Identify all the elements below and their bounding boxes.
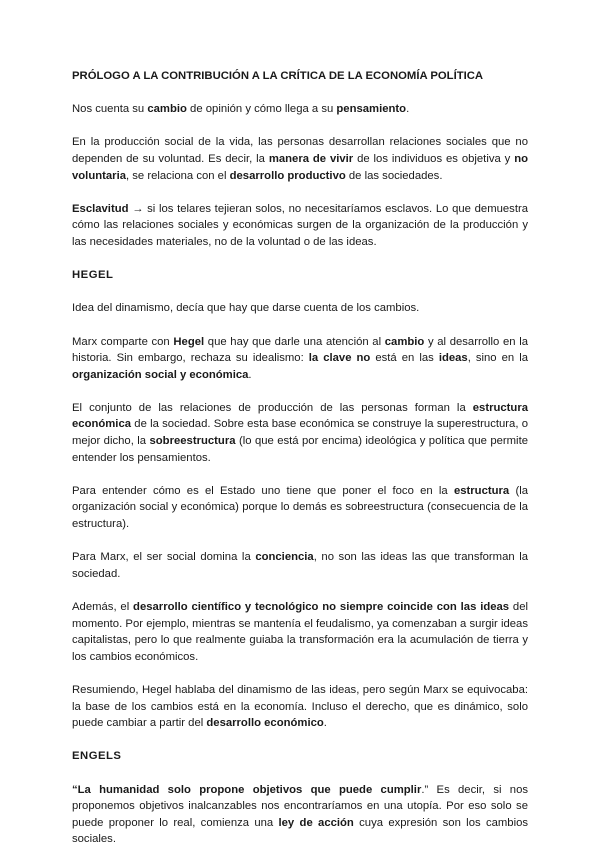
text: de los individuos es objetiva y xyxy=(353,152,515,165)
paragraph-engels xyxy=(72,782,528,848)
text: Nos cuenta su xyxy=(72,103,148,116)
text: Resumiendo, Hegel hablaba del dinamismo de las ideas, pero según Marx se equivocaba: la base de los cambios está en la economía. Incluso el derecho, que es dinámico, solo puede cambiar a partir del xyxy=(72,683,528,730)
bold-text: no voluntaria xyxy=(72,152,528,182)
bold-text: desarrollo productivo xyxy=(229,169,346,182)
paragraph-estado xyxy=(72,483,528,533)
text: . xyxy=(406,103,410,116)
text: del momento. Por ejemplo, mientras se mantenía el feudalismo, ya comenzaban a surgir ideas capitalistas, pero lo que realmente guiaba la transformación era la acumulación de tierra y los cambios económicos. xyxy=(72,601,529,663)
text: cuya expresión son los cambios sociales. xyxy=(72,816,529,846)
bold-text: Esclavitud xyxy=(72,202,129,215)
text: Además, el xyxy=(72,601,134,613)
text: (lo que está por encima) ideológica y política que permite entender los pensamientos. xyxy=(72,435,528,464)
paragraph-esclavitud xyxy=(72,201,528,251)
bold-text: “La humanidad solo propone objetivos que puede cumplir xyxy=(72,783,422,796)
bold-text: cambio xyxy=(147,103,187,116)
paragraph-desarrollo xyxy=(72,599,528,665)
paragraph-resumiendo xyxy=(72,682,528,732)
text: , se relaciona con el xyxy=(126,169,230,182)
text: que hay que darle una atención al xyxy=(204,335,385,348)
text: de opinión y cómo llega a su xyxy=(186,103,337,116)
document-title: PRÓLOGO A LA CONTRIBUCIÓN A LA CRÍTICA DE LA ECONOMÍA POLÍTICA xyxy=(72,70,484,82)
heading-engels: ENGELS xyxy=(72,750,122,763)
text: → si los telares tejieran solos, no necesitaríamos esclavos. Lo que demuestra cómo las relaciones sociales y económicas surgen de la organización de la producción y las necesidades materiales, no de la voluntad o de las ideas. xyxy=(72,202,528,248)
text: , sino en la xyxy=(467,352,529,365)
text: , no son las ideas las que transforman la sociedad. xyxy=(72,551,528,580)
bold-text: manera de vivir xyxy=(268,152,354,165)
paragraph-intro xyxy=(72,101,528,118)
bold-text: desarrollo científico y tecnológico no siempre coincide con las ideas xyxy=(133,601,510,613)
text: Para entender cómo es el Estado uno tiene que poner el foco en la xyxy=(72,484,454,497)
bold-text: ley de acción xyxy=(278,816,354,829)
bold-text: organización social y económica xyxy=(72,368,249,381)
bold-text: estructura económica xyxy=(72,401,528,431)
text: (la organización social y económica) porque lo demás es sobreestructura (consecuencia de la estructura). xyxy=(72,484,528,531)
text: está en las xyxy=(370,352,439,365)
paragraph-produccion xyxy=(72,134,528,184)
text: Marx comparte con xyxy=(72,335,174,348)
bold-text: Hegel xyxy=(173,335,205,348)
bold-text: desarrollo económico xyxy=(206,717,324,730)
text: de la sociedad. Sobre esta base económica se construye la superestructura, o mejor dicho, la xyxy=(72,418,528,448)
text: .” Es decir, si nos proponemos objetivos inalcanzables nos encontraríamos en una utopía. Por eso solo se puede proponer lo real, comienza una xyxy=(72,783,529,829)
text: . xyxy=(248,368,252,381)
bold-text: estructura xyxy=(453,484,510,497)
bold-text: pensamiento xyxy=(336,103,407,116)
bold-text: sobreestructura xyxy=(149,435,236,448)
bold-text: ideas xyxy=(438,352,468,365)
paragraph-marx-hegel xyxy=(72,334,528,384)
paragraph-dinamismo: Idea del dinamismo, decía que hay que darse cuenta de los cambios. xyxy=(72,302,420,315)
text: de las sociedades. xyxy=(345,169,443,182)
text: Para Marx, el ser social domina la xyxy=(72,551,256,564)
bold-text: la clave no xyxy=(308,352,371,365)
paragraph-estructura xyxy=(72,400,528,466)
heading-hegel: HEGEL xyxy=(72,269,114,282)
bold-text: cambio xyxy=(384,335,425,348)
document-page xyxy=(72,68,528,865)
text: . xyxy=(323,717,327,730)
paragraph-conciencia xyxy=(72,549,528,582)
text: y al desarrollo en la historia. Sin embargo, rechaza su idealismo: xyxy=(72,335,528,365)
bold-text: conciencia xyxy=(255,551,314,564)
text: El conjunto de las relaciones de producción de las personas forman la xyxy=(72,401,473,414)
text: En la producción social de la vida, las personas desarrollan relaciones sociales que no dependen de su voluntad. Es decir, la xyxy=(72,136,528,165)
